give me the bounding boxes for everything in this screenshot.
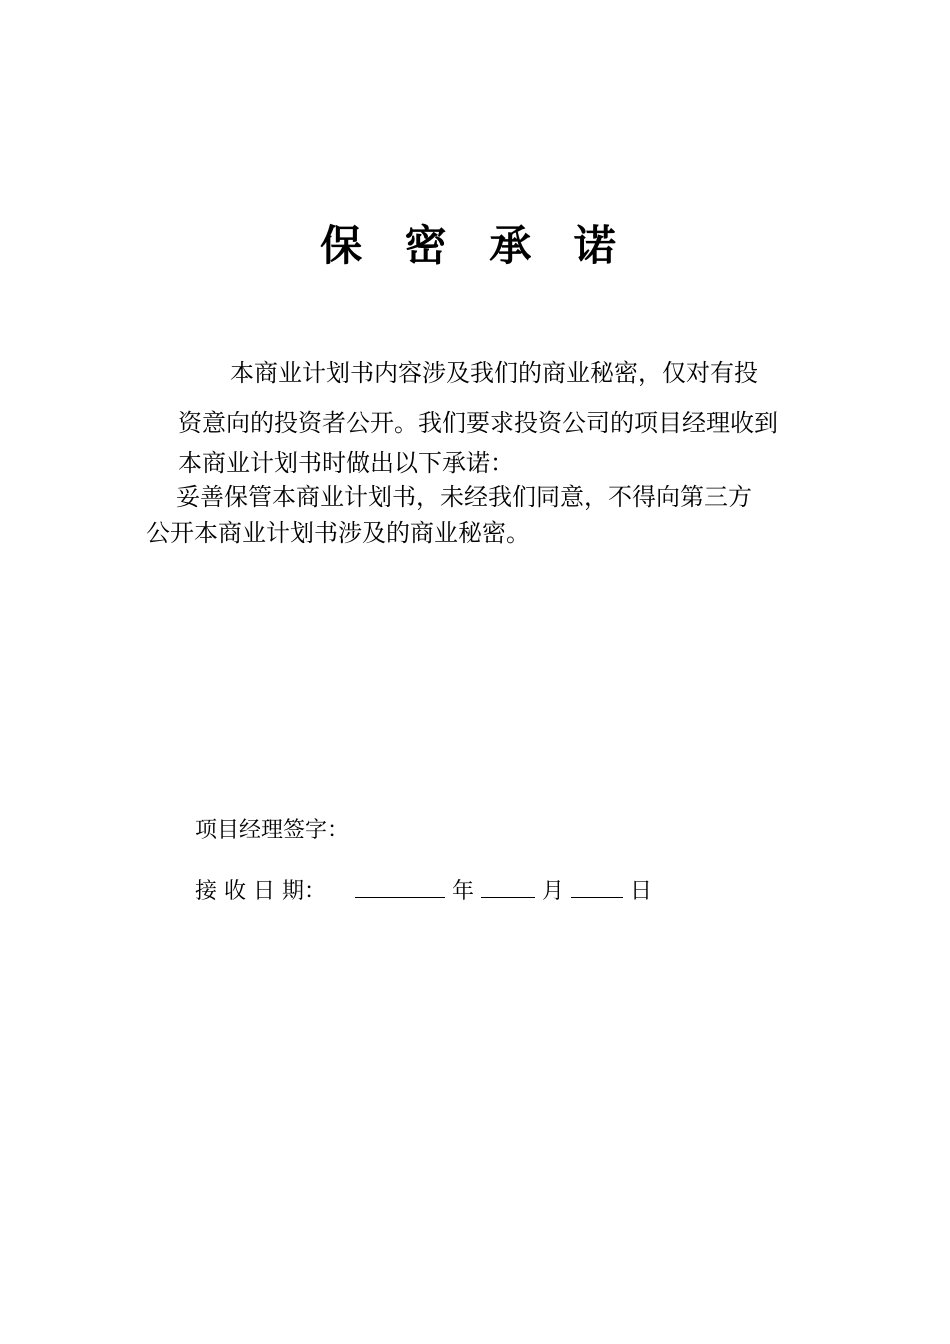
- year-label: 年: [451, 879, 474, 904]
- receipt-date-label: 接 收 日 期：: [195, 879, 326, 904]
- month-blank[interactable]: [481, 877, 535, 898]
- body-line-4: 妥善保管本商业计划书，未经我们同意，不得向第三方: [176, 483, 752, 511]
- document-title: 保 密 承 诺: [320, 221, 630, 270]
- body-line-1: 本商业计划书内容涉及我们的商业秘密，仅对有投: [230, 359, 758, 387]
- day-label: 日: [630, 879, 653, 904]
- month-label: 月: [542, 879, 565, 904]
- body-line-2: 资意向的投资者公开。我们要求投资公司的项目经理收到: [178, 409, 778, 437]
- receipt-date-row: [195, 877, 652, 907]
- signature-label: 项目经理签字：: [195, 818, 350, 843]
- day-blank[interactable]: [571, 877, 623, 898]
- year-blank[interactable]: [355, 877, 445, 898]
- body-line-3: 本商业计划书时做出以下承诺：: [178, 449, 514, 477]
- body-line-5: 公开本商业计划书涉及的商业秘密。: [146, 519, 530, 547]
